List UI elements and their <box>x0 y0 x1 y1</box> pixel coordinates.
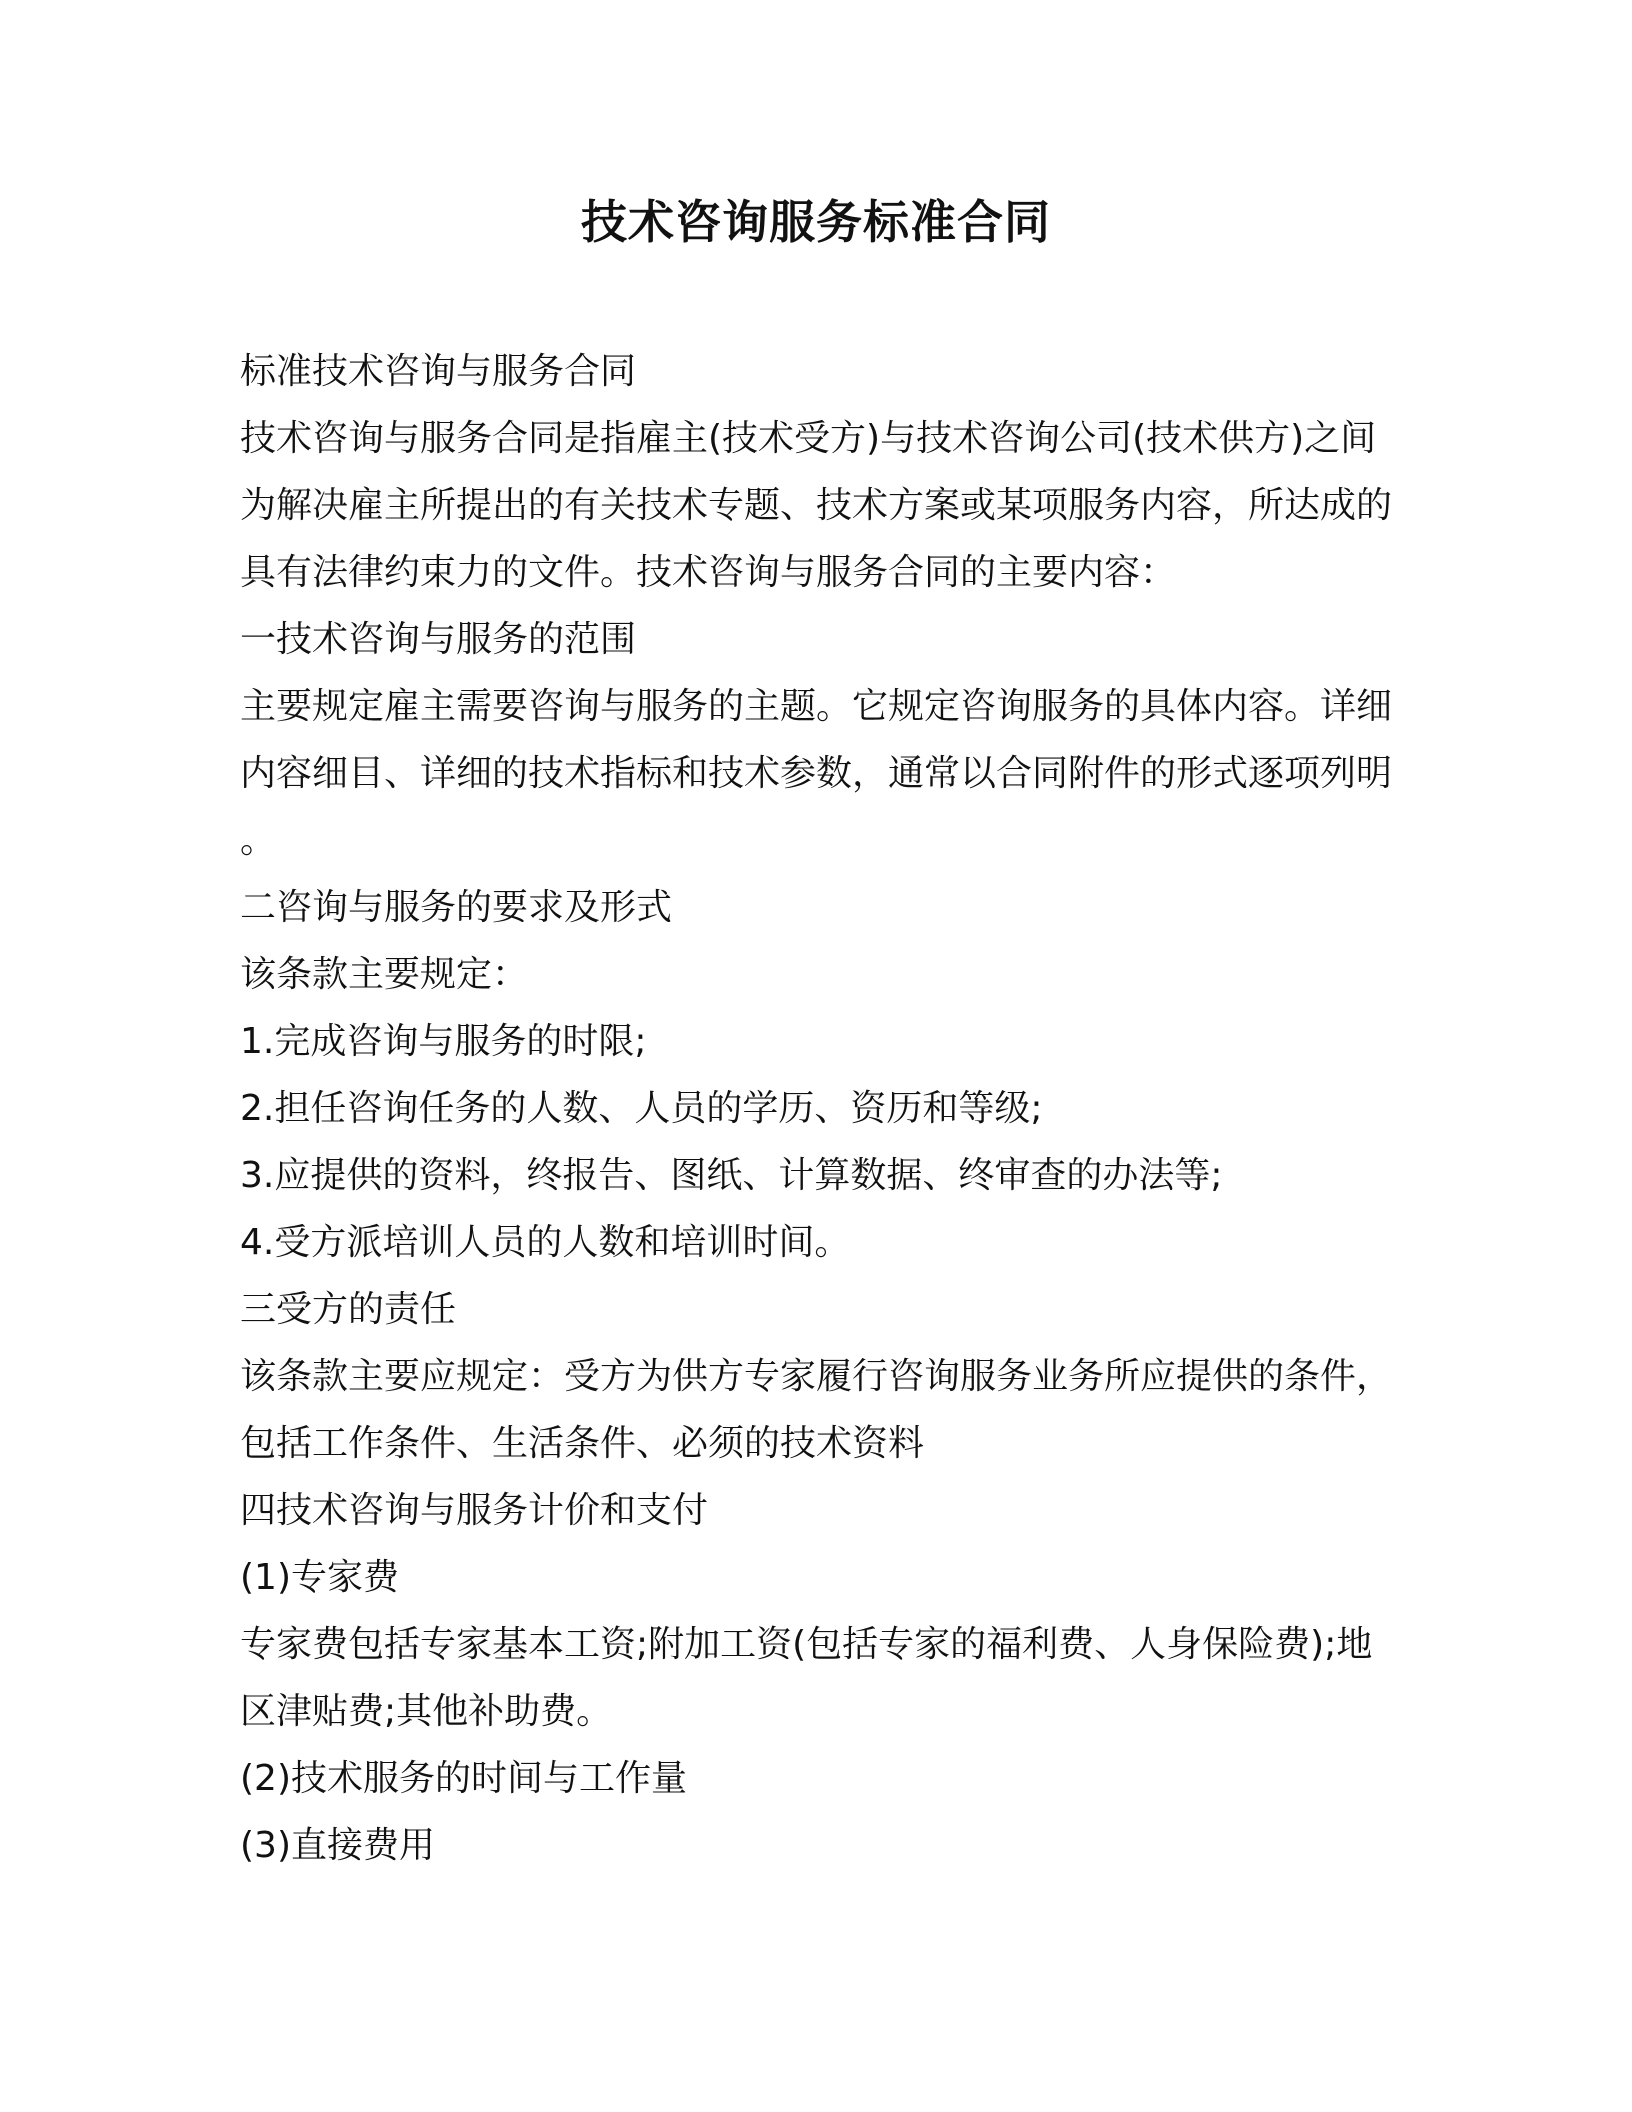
document-body <box>240 338 1400 1879</box>
list-item-2: 2.担任咨询任务的人数、人员的学历、资历和等级; <box>240 1088 1043 1129</box>
section-heading-2: 二咨询与服务的要求及形式 <box>240 887 673 928</box>
doc-paragraph-intro: 技术咨询与服务合同是指雇主(技术受方)与技术咨询公司(技术供方)之间为解决雇主所提出的有关技术专题、技术方案或某项服务内容，所达成的具有法律约束力的文件。技术咨询与服务合同的主要内容： <box>240 418 1393 593</box>
list-item-3: 3.应提供的资料，终报告、图纸、计算数据、终审查的办法等; <box>240 1155 1223 1196</box>
document-title: 技术咨询服务标准合同 <box>581 195 1051 249</box>
sub-item-2: (2)技术服务的时间与工作量 <box>240 1758 687 1799</box>
section-heading-3: 三受方的责任 <box>240 1289 457 1330</box>
doc-paragraph-expert-fee: 专家费包括专家基本工资;附加工资(包括专家的福利费、人身保险费);地区津贴费;其他补助费。 <box>240 1624 1373 1732</box>
section-heading-4: 四技术咨询与服务计价和支付 <box>240 1490 709 1531</box>
list-item-1: 1.完成咨询与服务的时限; <box>240 1021 647 1062</box>
list-item-4: 4.受方派培训人员的人数和培训时间。 <box>240 1222 851 1263</box>
sub-item-3: (3)直接费用 <box>240 1825 435 1866</box>
doc-paragraph-requirements-lead: 该条款主要规定： <box>240 954 529 995</box>
doc-paragraph-responsibility: 该条款主要应规定：受方为供方专家履行咨询服务业务所应提供的条件，包括工作条件、生活条件、必须的技术资料 <box>240 1356 1393 1464</box>
section-heading-1: 一技术咨询与服务的范围 <box>240 619 637 660</box>
sub-item-1: (1)专家费 <box>240 1557 399 1598</box>
doc-subtitle: 标准技术咨询与服务合同 <box>240 351 637 392</box>
doc-paragraph-scope: 主要规定雇主需要咨询与服务的主题。它规定咨询服务的具体内容。详细内容细目、详细的技术指标和技术参数，通常以合同附件的形式逐项列明。 <box>240 686 1393 861</box>
